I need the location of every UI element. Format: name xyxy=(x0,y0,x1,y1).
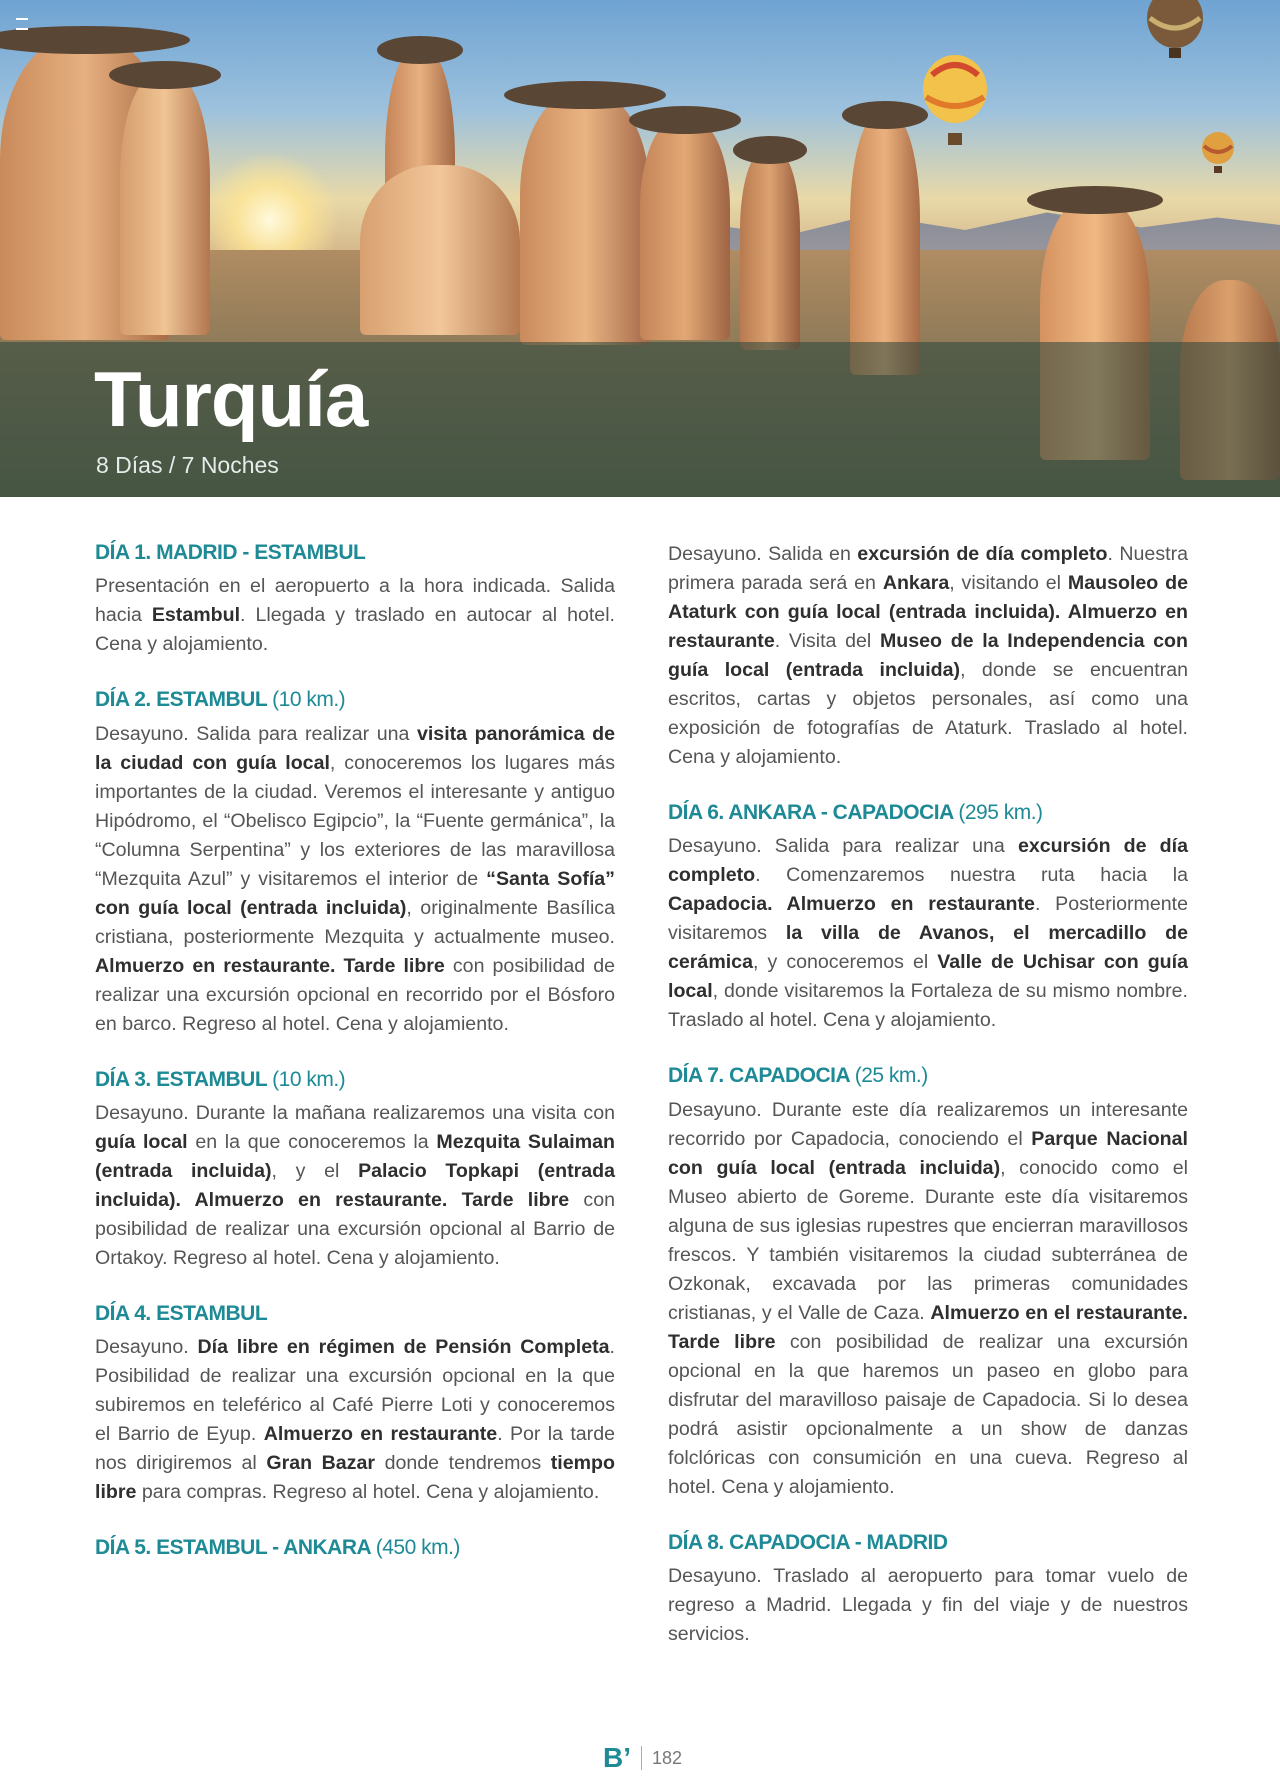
hot-air-balloon-icon xyxy=(1200,132,1236,176)
day-description: Desayuno. Durante la mañana realizaremos una visita con guía local en la que conoceremos la Mezquita Sulaiman (entrada incluida), y el Palacio Topkapi (entrada incluida). Almuerzo en restaurante. Tarde libre con posibilidad de realizar una excursión opcional al Barrio de Ortakoy. Regreso al hotel. Cena y alojamiento. xyxy=(95,1101,616,1269)
hot-air-balloon-icon xyxy=(920,55,990,150)
day-2 xyxy=(95,687,615,1038)
itinerary-right-column xyxy=(668,540,1188,1677)
menu-icon[interactable] xyxy=(16,18,28,30)
day-5 xyxy=(95,1535,615,1561)
fairy-chimney-rock xyxy=(520,95,650,345)
day-7 xyxy=(668,1063,1188,1501)
footer-divider xyxy=(641,1746,642,1770)
itinerary-left-column xyxy=(95,540,615,1589)
day-heading: DÍA 1. MADRID - ESTAMBUL xyxy=(95,541,366,564)
day-heading: DÍA 2. ESTAMBUL (10 km.) xyxy=(95,688,346,712)
day-description: Presentación en el aeropuerto a la hora indicada. Salida hacia Estambul. Llegada y traslado en autocar al hotel. Cena y alojamiento. xyxy=(95,575,615,656)
day-heading: DÍA 6. ANKARA - CAPADOCIA (295 km.) xyxy=(668,801,1043,824)
day-description: Desayuno. Durante este día realizaremos un interesante recorrido por Capadocia, conociendo el Parque Nacional con guía local (entrada incluida), conocido como el Museo abierto de Goreme. Durante este día visitaremos alguna de sus iglesias rupestres que encierran maravillosos frescos. Y también visitaremos la ciudad subterránea de Ozkonak, excavada por las primeras comunidades cristianas, y el Valle de Caza. Almuerzo en el restaurante. Tarde libre con posibilidad de realizar una excursión opcional en la que haremos un paseo en globo para disfrutar del maravilloso paisaje de Capadocia. Si lo desea podrá asistir opcionalmente a un show de danzas folclóricas con consumición en una cueva. Regreso al hotel. Cena y alojamiento. xyxy=(668,1098,1189,1498)
day-heading: DÍA 3. ESTAMBUL (10 km.) xyxy=(95,1067,346,1091)
fairy-chimney-rock xyxy=(740,150,800,350)
day-heading: DÍA 8. CAPADOCIA - MADRID xyxy=(668,1530,948,1554)
day-heading: DÍA 5. ESTAMBUL - ANKARA (450 km.) xyxy=(95,1536,460,1559)
day-heading: DÍA 7. CAPADOCIA (25 km.) xyxy=(668,1064,928,1088)
day-1 xyxy=(95,540,615,659)
page-number: 182 xyxy=(652,1747,683,1768)
day-8 xyxy=(668,1530,1188,1649)
trip-duration: 8 Días / 7 Noches xyxy=(96,452,279,478)
day-heading: DÍA 4. ESTAMBUL xyxy=(95,1301,268,1325)
day-description: Desayuno. Traslado al aeropuerto para tomar vuelo de regreso a Madrid. Llegada y fin del viaje y de nuestros servicios. xyxy=(668,1564,1188,1645)
brand-logo: B’ xyxy=(603,1742,631,1773)
hot-air-balloon-icon xyxy=(1145,0,1205,60)
fairy-chimney-rock xyxy=(120,75,210,335)
day-description: Desayuno. Salida para realizar una visita panorámica de la ciudad con guía local, conoceremos los lugares más importantes de la ciudad. Veremos el interesante y antiguo Hipódromo, el “Obelisco Egipcio”, la “Fuente germánica”, la “Columna Serpentina” y los exteriores de las maravillosa “Mezquita Azul” y visitaremos el interior de “Santa Sofía” con guía local (entrada incluida), originalmente Basílica cristiana, posteriormente Mezquita y actualmente museo. Almuerzo en restaurante. Tarde libre con posibilidad de realizar una excursión opcional en recorrido por el Bósforo en barco. Regreso al hotel. Cena y alojamiento. xyxy=(95,722,615,1035)
hero-banner xyxy=(0,0,1280,497)
fairy-chimney-rock xyxy=(850,115,920,375)
day-description: Desayuno. Salida para realizar una excursión de día completo. Comenzaremos nuestra ruta hacia la Capadocia. Almuerzo en restaurante. Posteriormente visitaremos la villa de Avanos, el mercadillo de cerámica, y conoceremos el Valle de Uchisar con guía local, donde visitaremos la Fortaleza de su mismo nombre. Traslado al hotel. Cena y alojamiento. xyxy=(668,835,1188,1032)
day-6 xyxy=(668,800,1188,1035)
day-description: Desayuno. Día libre en régimen de Pensión Completa. Posibilidad de realizar una excursión opcional en la que subiremos en teleférico al Café Pierre Loti y conoceremos el Barrio de Eyup. Almuerzo en restaurante. Por la tarde nos dirigiremos al Gran Bazar donde tendremos tiempo libre para compras. Regreso al hotel. Cena y alojamiento. xyxy=(95,1336,615,1503)
day-4 xyxy=(95,1301,615,1507)
day-3 xyxy=(95,1067,615,1273)
fairy-chimney-rock xyxy=(360,165,520,335)
day-5-continued xyxy=(668,540,1188,772)
fairy-chimney-rock xyxy=(640,120,730,340)
day-description: Desayuno. Salida en excursión de día completo. Nuestra primera parada será en Ankara, visitando el Mausoleo de Ataturk con guía local (entrada incluida). Almuerzo en restaurante. Visita del Museo de la Independencia con guía local (entrada incluida), donde se encuentran escritos, cartas y objetos personales, así como una exposición de fotografías de Ataturk. Traslado al hotel. Cena y alojamiento. xyxy=(668,543,1188,768)
page-title: Turquía xyxy=(94,355,368,443)
page-footer xyxy=(603,1742,682,1774)
